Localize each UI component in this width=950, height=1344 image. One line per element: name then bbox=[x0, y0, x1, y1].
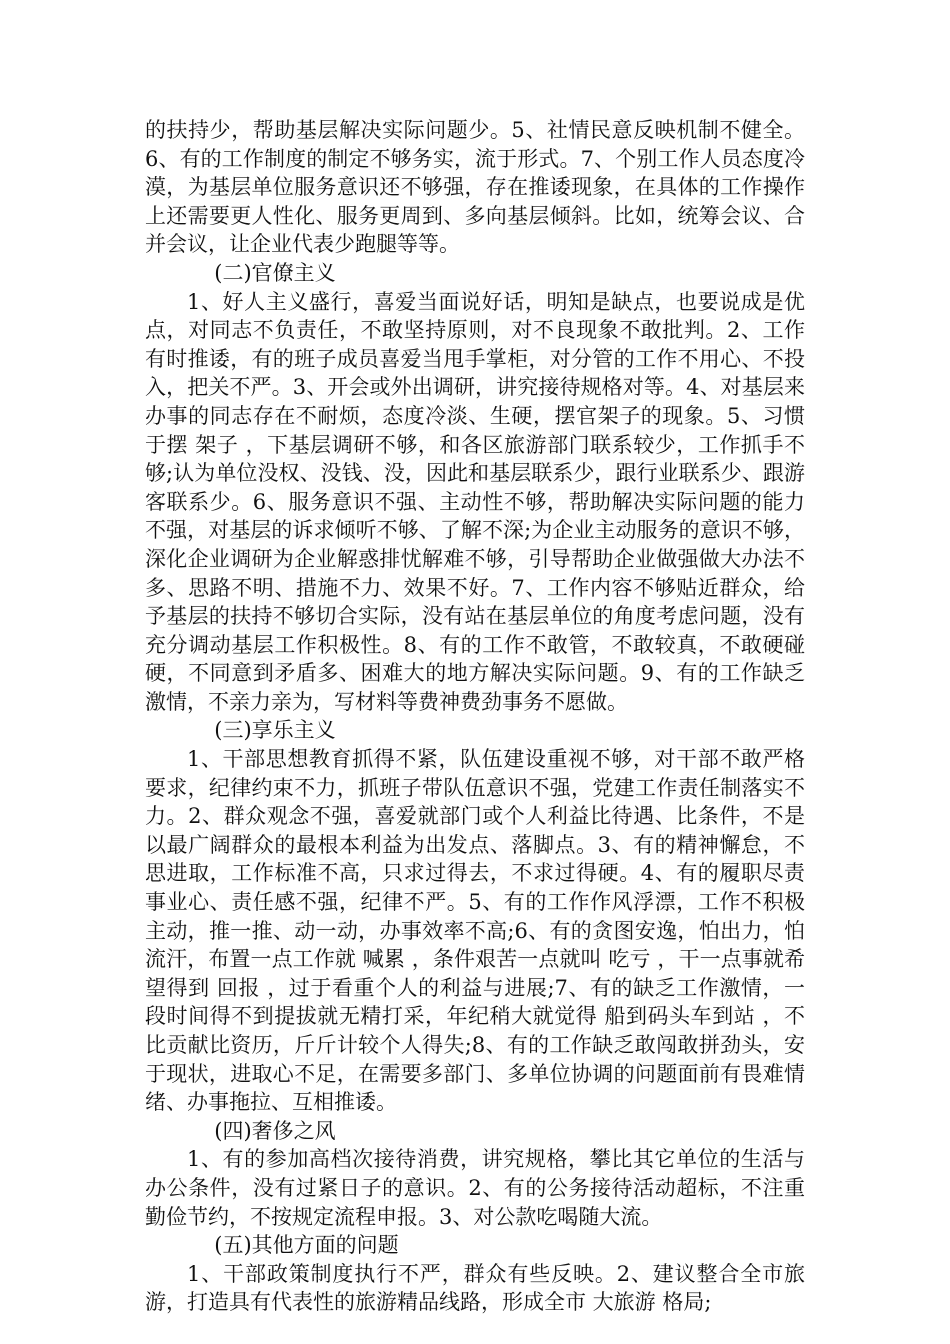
section-heading-bureaucratism: (二)官僚主义 bbox=[214, 260, 336, 285]
section-body-hedonism: 1、干部思想教育抓得不紧，队伍建设重视不够，对干部不敢严格要求，纪律约束不力，抓班子带队伍意识不强，党建工作责任制落实不力。2、群众观念不强，喜爱就部门或个人利益比待遇、比条件，不是以最广阔群众的最根本利益为出发点、落脚点。3、有的精神懈怠，不思进取，工作标准不高，只求过得去，不求过得硬。4、有的履职尽责事业心、责任感不强，纪律不严。5、有的工作作风浮漂，工作不积极主动，推一推、动一动，办事效率不高;6、有的贪图安逸，怕出力，怕流汗，布置一点工作就 喊累 ，条件艰苦一点就叫 吃亏 ，干一点事就希望得到 回报 ，过于看重个人的利益与进展;7、有的缺乏工作激情，一段时间得不到提拔就无精打采，年纪稍大就觉得 船到码头车到站 ，不比贡献比资历，斤斤计较个人得失;8、有的工作缺乏敢闯敢拼劲头，安于现状，进取心不足，在需要多部门、多单位协调的问题面前有畏难情绪、办事拖拉、互相推诿。 bbox=[145, 747, 805, 1115]
section-body-bureaucratism: 1、好人主义盛行，喜爱当面说好话，明知是缺点，也要说成是优点，对同志不负责任，不敢坚持原则，对不良现象不敢批判。2、工作有时推诿，有的班子成员喜爱当甩手掌柜，对分管的工作不用心、不投入，把关不严。3、开会或外出调研，讲究接待规格对等。4、对基层来办事的同志存在不耐烦，态度冷淡、生硬，摆官架子的现象。5、习惯于摆 架子 ，下基层调研不够，和各区旅游部门联系较少，工作抓手不够;认为单位没权、没钱、没，因此和基层联系少，跟行业联系少、跟游客联系少。6、服务意识不强、主动性不够，帮助解决实际问题的能力不强，对基层的诉求倾听不够、了解不深;为企业主动服务的意识不够，深化企业调研为企业解惑排忧解难不够，引导帮助企业做强做大办法不多、思路不明、措施不力、效果不好。7、工作内容不够贴近群众，给予基层的扶持不够切合实际，没有站在基层单位的角度考虑问题，没有充分调动基层工作积极性。8、有的工作不敢管，不敢较真，不敢硬碰硬，不同意到矛盾多、困难大的地方解决实际问题。9、有的工作缺乏激情，不亲力亲为，写材料等费神费劲事务不愿做。 bbox=[145, 289, 805, 714]
section-body-extravagance: 1、有的参加高档次接待消费，讲究规格，攀比其它单位的生活与办公条件，没有过紧日子的意识。2、有的公务接待活动超标，不注重勤俭节约，不按规定流程申报。3、对公款吃喝随大流。 bbox=[145, 1147, 805, 1229]
paragraph-continuation: 的扶持少，帮助基层解决实际问题少。5、社情民意反映机制不健全。6、有的工作制度的制定不够务实，流于形式。7、个别工作人员态度冷漠，为基层单位服务意识还不够强，存在推诿现象，在具体的工作操作上还需要更人性化、服务更周到、多向基层倾斜。比如，统筹会议、合并会议，让企业代表少跑腿等等。 bbox=[145, 118, 805, 257]
document-page bbox=[145, 116, 805, 1317]
section-heading-other-issues: (五)其他方面的问题 bbox=[214, 1233, 399, 1258]
section-heading-hedonism: (三)享乐主义 bbox=[214, 718, 336, 743]
section-heading-extravagance: (四)奢侈之风 bbox=[214, 1118, 336, 1143]
section-body-other-issues: 1、干部政策制度执行不严，群众有些反映。2、建议整合全市旅游，打造具有代表性的旅游精品线路，形成全市 大旅游 格局; bbox=[145, 1261, 805, 1315]
